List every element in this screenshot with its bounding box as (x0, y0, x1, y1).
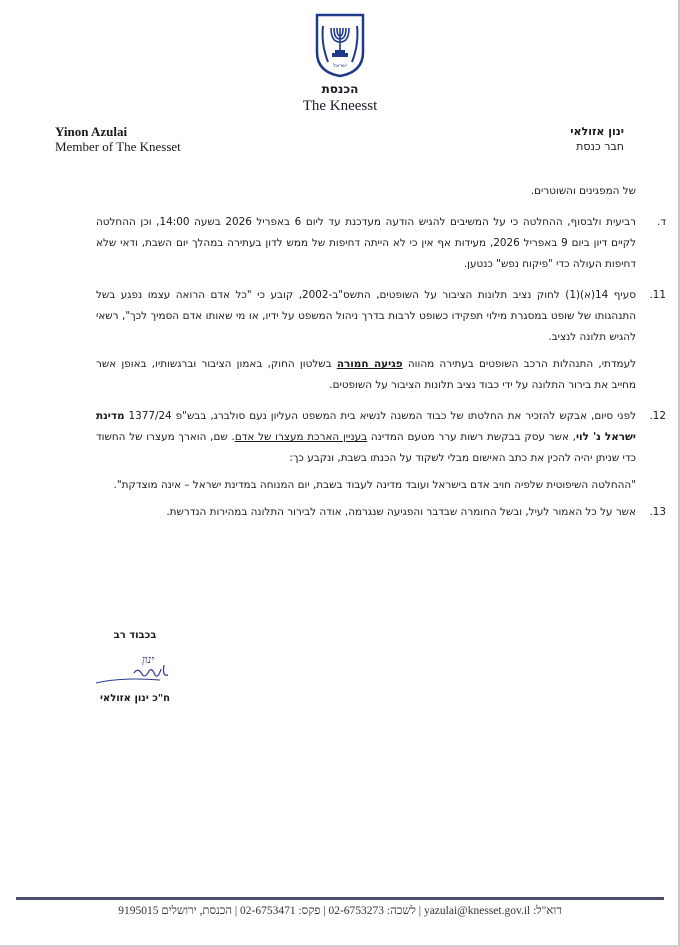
signature-block (70, 630, 200, 704)
item-text: סעיף 14(א)(1) לחוק נציב תלונות הציבור על השופטים, התשס"ב-2002, קובע כי "כל אדם הרואה עצמו נפגע בשל התנהגותו של שופט במסגרת מילוי תפקידו כשופט לרבות בדרך ניהול המשפט על ידיו, או מי שאותו אדם הסמיך לכך", רשאי להגיש תלונה לנציב. (96, 289, 636, 343)
text-segment: . שם, הוארך מעצרו של החשוד כדי שניתן יהיה להכין את כתב האישום מבלי לשקוד על הכנתו בשבת, ונקבע כך: (96, 431, 636, 464)
item-text: אשר על כל האמור לעיל, ובשל החומרה שבדבר והפגיעה שנגרמה, אודה לבירור התלונה במהירות הנדרשת. (166, 506, 636, 518)
item-number: 12. (649, 410, 666, 422)
item-11 (96, 285, 666, 348)
knesset-english-title: The Kneesst (302, 98, 378, 114)
quote: "ההחלטה השיפוטית שלפיה חויב אדם בישראל ועובד מדינה לעבוד בשבת, יום המנוחה במדינת ישראל – אינה מוצדקת". (113, 479, 636, 491)
item-number: 11. (649, 289, 666, 301)
footer-contact: דוא"ל: yazulai@knesset.gov.il | לשכה: 02-6753273 | פקס: 02-6753471 | הכנסת, ירושלים 9195015 (118, 905, 562, 917)
text-segment: לפני סיום, אבקש להזכיר את החלטתו של כבוד המשנה לנשיא בית המשפט העליון נעם סולברג, בבש"פ 1377/24 (128, 410, 636, 422)
handwritten-signature-icon (90, 647, 180, 691)
text-segment: לעמדתי, התנהלות הרכב השופטים בעתירה מהווה (407, 358, 636, 370)
item-11-continuation (96, 354, 666, 396)
item-text: רביעית ולבסוף, ההחלטה כי על המשיבים להגיש הודעה מעדכנת עד ליום 6 באפריל 2026 בשעה 14:00, וכן ההחלטה לקיים דיון ביום 9 באפריל 2026, מעידות אף אין כי לא הייתה דחיפות של ממש לדון בעתירה במהלך יום השבת, ודאי שלא דחיפות העולה כדי "פיקוח נפש" כנטען. (96, 216, 636, 270)
signer-name: ח"כ ינון אזולאי (99, 693, 171, 704)
letter-body (96, 181, 666, 523)
closing-regards: בכבוד רב (113, 630, 157, 641)
item-12 (96, 406, 666, 469)
member-title-en: Member of The Knesset (55, 139, 181, 154)
text-segment: , אשר עסק בבקשת רשות ערר מטעם המדינה (370, 431, 576, 443)
emblem-caption: ישראל (333, 63, 347, 69)
member-name-he: ינון אזולאי (570, 125, 624, 138)
item-13 (96, 502, 666, 523)
knesset-hebrew-title: הכנסת (321, 82, 359, 96)
text-segment: בשלטון החוק, באמון הציבור וברגשותיו, באופן אשר מחייב את בירור התלונה על ידי כבוד נציב תלונות הציבור על השופטים. (96, 358, 636, 391)
continued-text: של המפגינים והשוטרים. (530, 185, 636, 197)
member-title-he: חבר כנסת (576, 140, 624, 153)
knesset-emblem-icon (314, 12, 366, 78)
item-number: 13. (649, 506, 666, 518)
emphasis-text: פגיעה חמורה (336, 358, 403, 370)
member-name-en: Yinon Azulai (55, 124, 128, 139)
underlined-text: בעניין הארכת מעצרו של אדם (234, 431, 368, 443)
item-d (96, 212, 666, 275)
member-hebrew-block (570, 124, 624, 154)
case-name: מדינת ישראל נ' לוי (96, 410, 636, 443)
member-english-block (55, 124, 181, 154)
signature-text: ינון (141, 653, 155, 666)
footer-divider (16, 897, 664, 900)
item-number: ד. (657, 216, 666, 228)
